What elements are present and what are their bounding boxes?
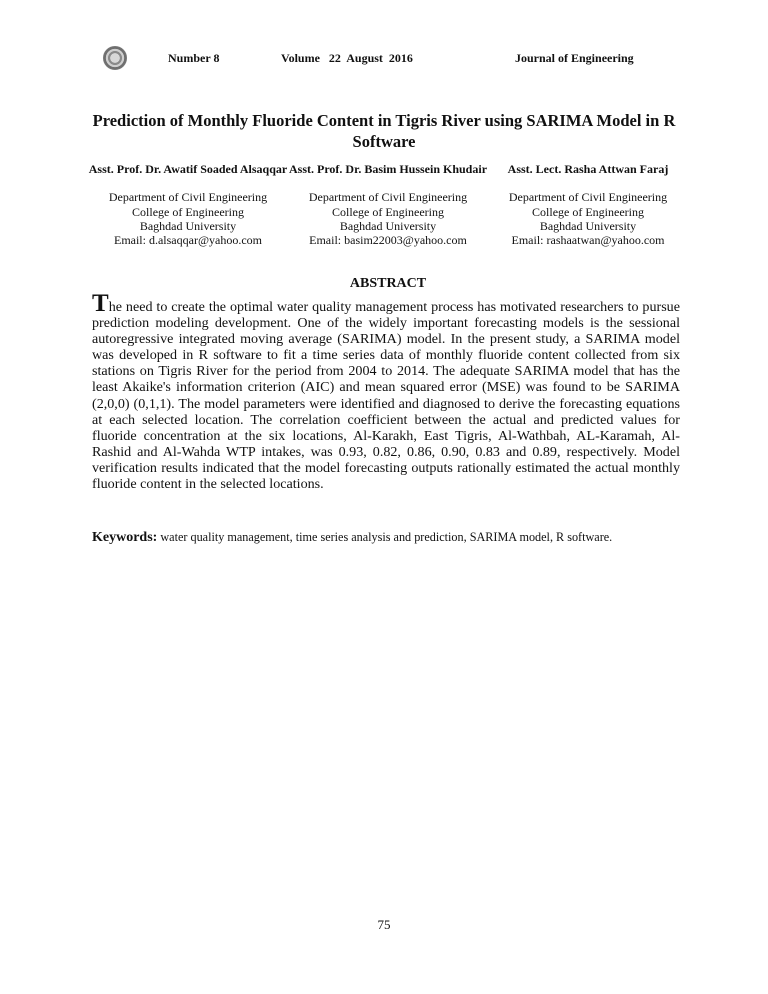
paper-title: Prediction of Monthly Fluoride Content in Tigris River using SARIMA Model in R Software	[92, 111, 676, 151]
author-name: Asst. Lect. Rasha Attwan Faraj	[507, 162, 669, 176]
page-number: 75	[377, 917, 391, 932]
volume-date: Volume 22 August 2016	[281, 51, 413, 65]
author-3	[488, 162, 688, 247]
author-2	[288, 162, 488, 247]
author-name: Asst. Prof. Dr. Basim Hussein Khudair	[288, 162, 488, 176]
abstract-text: he need to create the optimal water quality management process has motivated researchers to pursue prediction modeling development. One of the widely important forecasting models is the sessional autoregressive integrated moving average (SARIMA) model. In the present study, a SARIMA model was developed in R software to fit a time series data of monthly fluoride content collected from six stations on Tigris River for the period from 2004 to 2014. The adequate SARIMA model that has the least Akaike's information criterion (AIC) and mean squared error (MSE) was found to be SARIMA (2,0,0) (0,1,1). The model parameters were identified and diagnosed to derive the forecasting equations at each selected location. The correlation coefficient between the actual and predicted values for fluoride concentration at the six locations, Al-Karakh, East Tigris, Al-Wathbah, AL-Karamah, Al-Rashid and Al-Wahda WTP intakes, was 0.93, 0.82, 0.86, 0.90, 0.83 and 0.89, respectively. Model verification results indicated that the model forecasting outputs rationally estimated the actual monthly fluoride content in the selected locations.	[92, 299, 680, 493]
author-1	[88, 162, 288, 247]
page-header	[0, 44, 768, 72]
university-seal-icon	[103, 46, 127, 70]
author-university: Baghdad University	[339, 218, 437, 233]
author-email[interactable]: Email: d.alsaqqar@yahoo.com	[113, 233, 262, 247]
author-college: College of Engineering	[132, 204, 244, 219]
author-university: Baghdad University	[539, 218, 637, 233]
keywords-label: Keywords:	[92, 530, 158, 545]
journal-name: Journal of Engineering	[515, 51, 634, 65]
drop-cap: T	[92, 290, 109, 317]
keywords	[92, 530, 692, 546]
author-email[interactable]: Email: rashaatwan@yahoo.com	[511, 233, 665, 247]
author-email[interactable]: Email: basim22003@yahoo.com	[309, 233, 467, 247]
keywords-text: water quality management, time series analysis and prediction, SARIMA model, R software.	[157, 530, 613, 544]
abstract-body	[92, 290, 680, 493]
author-name: Asst. Prof. Dr. Awatif Soaded Alsaqqar	[88, 162, 288, 176]
author-university: Baghdad University	[139, 218, 237, 233]
author-block	[88, 162, 688, 247]
author-college: College of Engineering	[332, 204, 444, 219]
author-department: Department of Civil Engineering	[108, 190, 268, 205]
abstract-heading: ABSTRACT	[349, 276, 427, 291]
issue-number: Number 8	[168, 51, 220, 65]
author-department: Department of Civil Engineering	[308, 190, 468, 205]
author-department: Department of Civil Engineering	[508, 190, 668, 205]
author-college: College of Engineering	[532, 204, 644, 219]
